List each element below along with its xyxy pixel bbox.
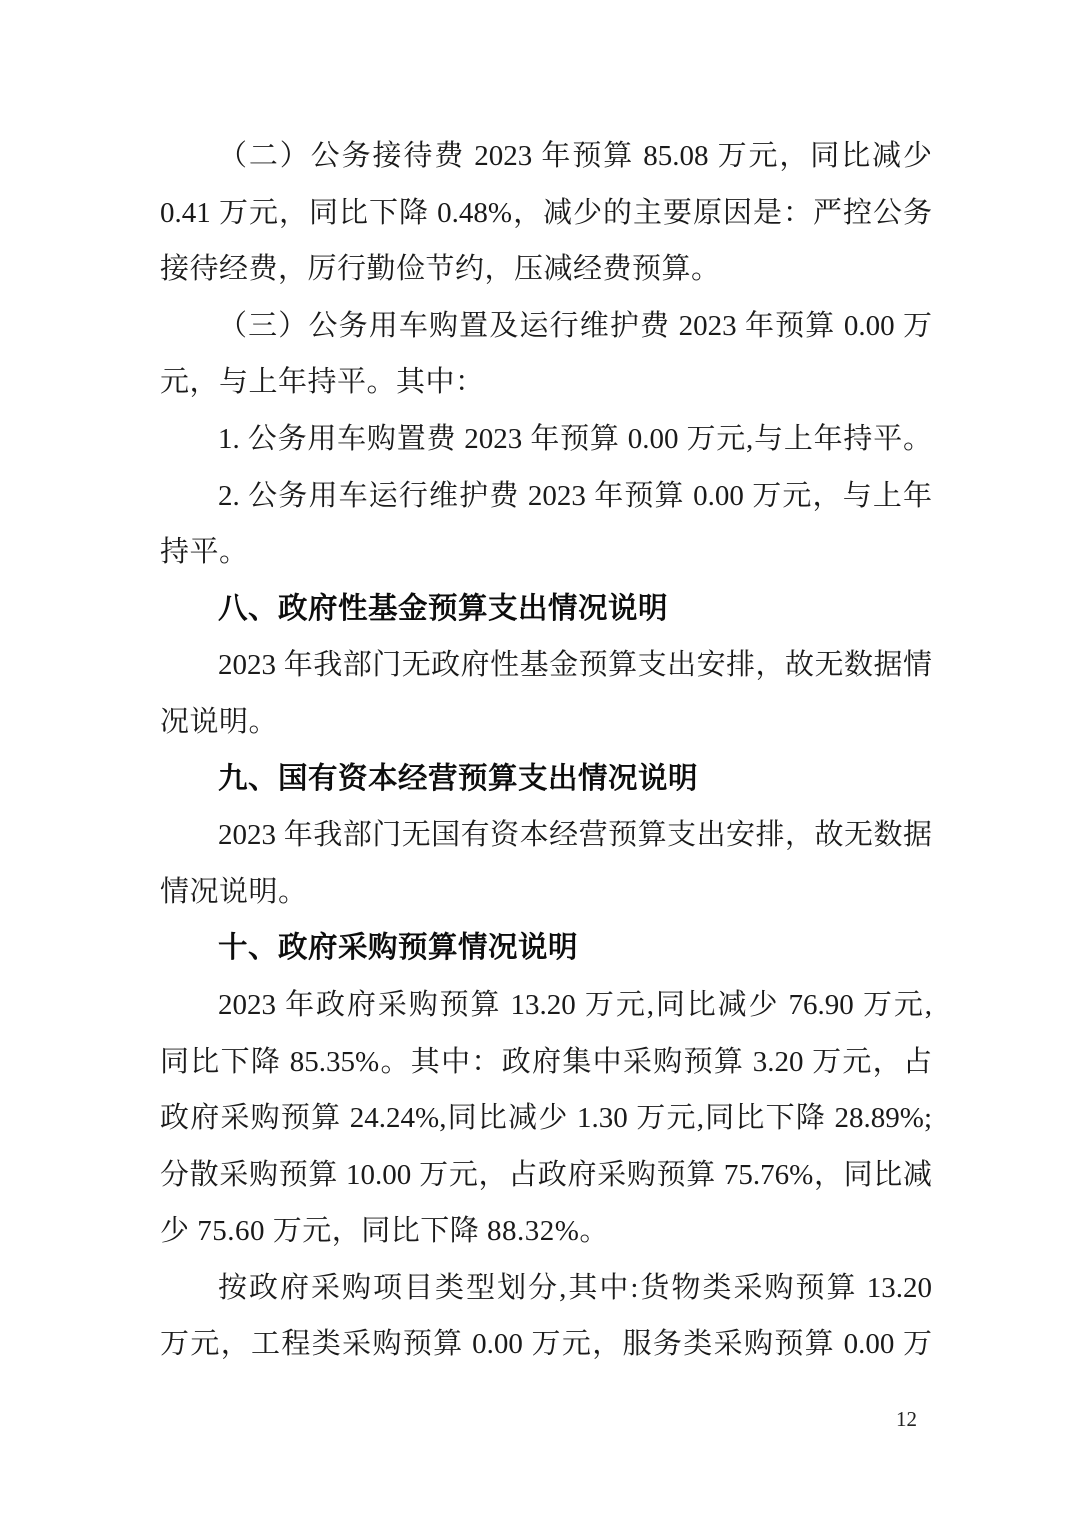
text-line: 况说明。 [160,705,279,738]
text-line: 情况说明。 [160,875,308,908]
text-line: 0.41 万元，同比下降 0.48%，减少的主要原因是：严控公务 [160,196,932,229]
text-line: 2. 公务用车运行维护费 2023 年预算 0.00 万元，与上年 [218,479,932,512]
text-line: （二）公务接待费 2023 年预算 85.08 万元，同比减少 [218,140,932,172]
text-line: 持平。 [160,536,249,569]
text-line: 分散采购预算 10.00 万元，占政府采购预算 75.76%，同比减 [160,1158,932,1191]
text-line: 按政府采购项目类型划分,其中:货物类采购预算 13.20 [218,1271,932,1304]
text-line: 同比下降 85.35%。其中：政府集中采购预算 3.20 万元，占 [160,1045,932,1078]
text-line: 2023 年政府采购预算 13.20 万元,同比减少 76.90 万元, [218,988,932,1021]
text-line: （三）公务用车购置及运行维护费 2023 年预算 0.00 万 [218,309,932,342]
page-number: 12 [896,1407,917,1431]
text-line: 少 75.60 万元，同比下降 88.32%。 [160,1215,609,1248]
text-line: 1. 公务用车购置费 2023 年预算 0.00 万元,与上年持平。 [218,422,932,455]
section-heading: 八、政府性基金预算支出情况说明 [218,591,669,625]
text-line: 2023 年我部门无国有资本经营预算支出安排，故无数据 [218,819,932,852]
text-line: 元，与上年持平。其中： [160,366,485,399]
document-body [160,128,932,1373]
text-line: 2023 年我部门无政府性基金预算支出安排，故无数据情 [218,649,932,682]
text-line: 政府采购预算 24.24%,同比减少 1.30 万元,同比下降 28.89%; [160,1102,932,1135]
section-heading: 九、国有资本经营预算支出情况说明 [218,761,699,795]
section-heading: 十、政府采购预算情况说明 [218,931,579,965]
text-line: 接待经费，厉行勤俭节约，压减经费预算。 [160,253,721,286]
text-line: 万元，工程类采购预算 0.00 万元，服务类采购预算 0.00 万 [160,1328,932,1361]
